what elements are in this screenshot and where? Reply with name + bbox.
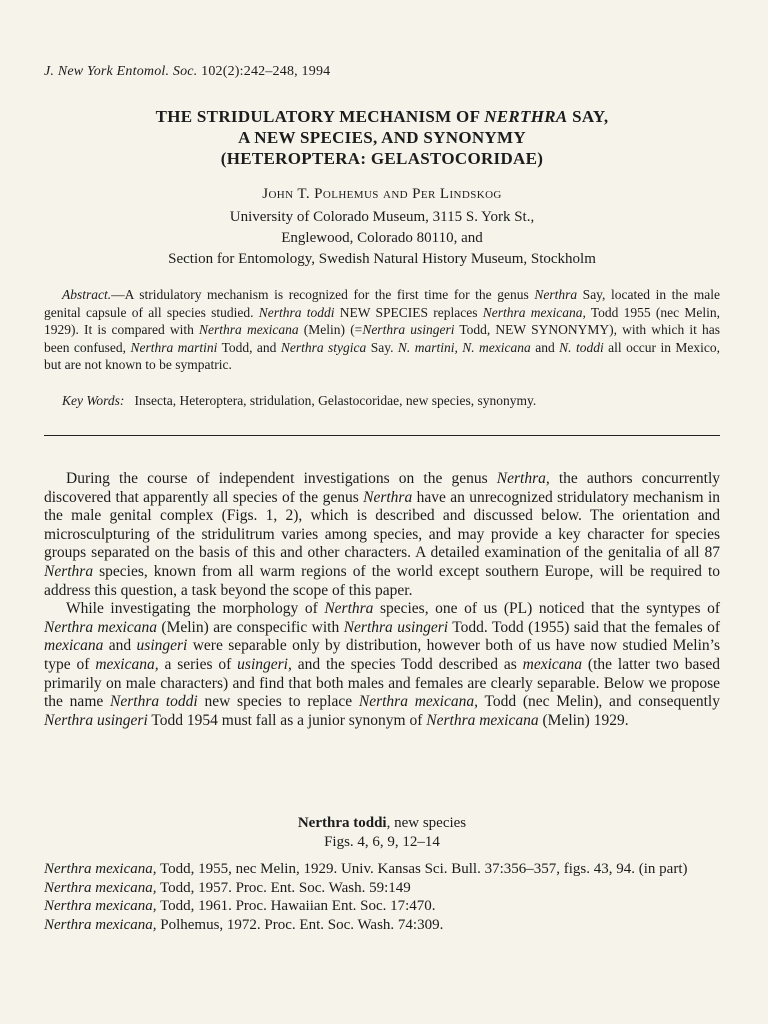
paper-title [44,106,720,169]
journal-volume: 102(2):242–248, 1994 [201,64,331,79]
affiliation-line: Section for Entomology, Swedish Natural History Museum, Stockholm [168,251,596,267]
body-text [44,470,720,730]
keywords-label: Key Words: [62,393,125,408]
journal-name: J. New York Entomol. Soc. [44,64,198,79]
journal-citation [44,64,330,80]
keywords [44,392,720,409]
abstract-label: Abstract. [62,287,112,302]
abstract: Abstract.—A stridulatory mechanism is recognized for the first time for the genus Nerthra Say, located in the male genital capsule of all species studied. Nerthra toddi NEW SPECIES replaces Nerthra mexicana, Todd 1955 (nec Melin, 1929). It is compared with Nerthra mexicana (Melin) (=Nerthra usingeri Todd, NEW SYNONYMY), with which it has been confused, Nerthra martini Todd, and Nerthra stygica Say. N. martini, N. mexicana and N. toddi all occur in Mexico, but are not known to be sympatric. [44,287,721,372]
synonymy-entry: Nerthra mexicana, Polhemus, 1972. Proc. Ent. Soc. Wash. 74:309. [44,916,444,933]
paragraph: During the course of independent investigations on the genus Nerthra, the authors concurrently discovered that apparently all species of the genus Nerthra have an unrecognized stridulatory mechanism in the male genital complex (Figs. 1, 2), which is described and discussed below. The orientation and microsculpturing of the stridulitrum varies among species, and may provide a key character for species groups separated on the basis of this and other characters. A detailed examination of the genitalia of all 87 Nerthra species, known from all warm regions of the world except southern Europe, will be required to address this question, a task beyond the scope of this paper. [44,470,721,599]
affiliation-line: University of Colorado Museum, 3115 S. York St., [229,209,535,225]
affiliation-line: Englewood, Colorado 80110, and [281,230,483,246]
section-divider [44,435,720,436]
author-names: John T. Polhemus and Per Lindskog [262,186,502,202]
keywords-text: Insecta, Heteroptera, stridulation, Gelastocoridae, new species, synonymy. [134,393,537,408]
paragraph: While investigating the morphology of Nerthra species, one of us (PL) noticed that the syntypes of Nerthra mexicana (Melin) are conspecific with Nerthra usingeri Todd. Todd (1955) said that the females of mexicana and usingeri were separable only by distribution, however both of us have now studied Melin’s type of mexicana, a series of usingeri, and the species Todd described as mexicana (the latter two based primarily on male characters) and find that both males and females are clearly separable. Below we propose the name Nerthra toddi new species to replace Nerthra mexicana, Todd (nec Melin), and consequently Nerthra usingeri Todd 1954 must fall as a junior synonym of Nerthra mexicana (Melin) 1929. [44,600,721,729]
title-line-3: (HETEROPTERA: GELASTOCORIDAE) [220,149,544,168]
synonymy-entry: Nerthra mexicana, Todd, 1957. Proc. Ent. Soc. Wash. 59:149 [44,879,411,896]
species-heading: Nerthra toddi, new species Figs. 4, 6, 9, 12–14 [44,814,720,852]
author-block [44,184,720,270]
synonymy-list [44,860,720,934]
synonymy-entry: Nerthra mexicana, Todd, 1961. Proc. Hawaiian Ent. Soc. 17:470. [44,898,436,914]
species-figs: Figs. 4, 6, 9, 12–14 [324,834,440,850]
title-line-1: THE STRIDULATORY MECHANISM OF NERTHRA SAY, [155,107,609,126]
species-name: Nerthra toddi [297,815,387,831]
title-line-2: A NEW SPECIES, AND SYNONYMY [238,128,526,147]
synonymy-entry: Nerthra mexicana, Todd, 1955, nec Melin, 1929. Univ. Kansas Sci. Bull. 37:356–357, figs. 43, 94. (in part) [44,861,688,877]
